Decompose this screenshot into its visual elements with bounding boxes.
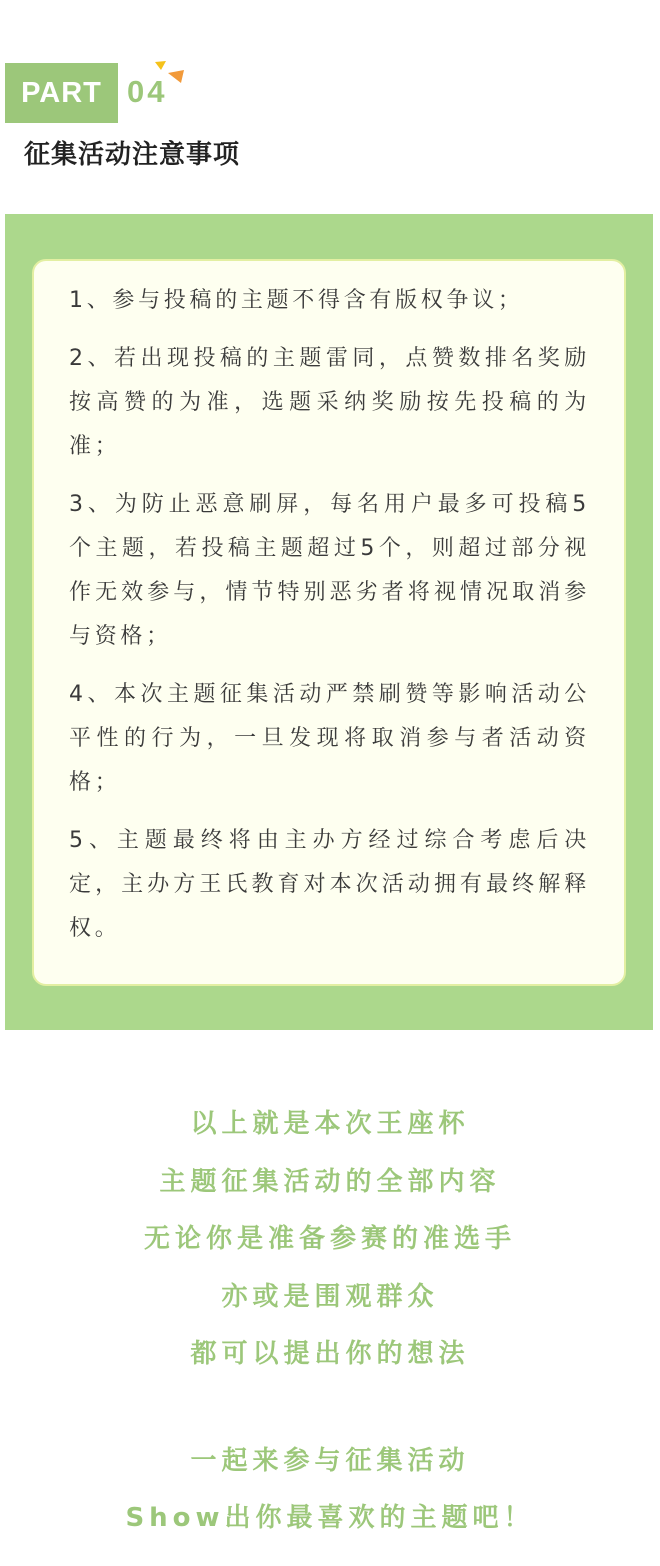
closing-line: 以上就是本次王座杯	[190, 1109, 470, 1139]
note-item-3: 3、为防止恶意刷屏，每名用户最多可投稿5个主题，若投稿主题超过5个，则超过部分视作无效参与，情节特别恶劣者将视情况取消参与资格；	[69, 492, 590, 649]
note-item-1: 1、参与投稿的主题不得含有版权争议；	[69, 288, 524, 313]
part-number: 04	[127, 74, 168, 109]
closing-line: 一起来参与征集活动	[190, 1445, 470, 1476]
note-item-2: 2、若出现投稿的主题雷同，点赞数排名奖励按高赞的为准，选题采纳奖励按先投稿的为准；	[69, 346, 590, 459]
section-title: 征集活动注意事项	[24, 140, 241, 170]
closing-line: 亦或是围观群众	[221, 1281, 439, 1312]
note-item-5: 5、主题最终将由主办方经过综合考虑后决定，主办方王氏教育对本次活动拥有最终解释权。	[69, 828, 590, 941]
closing-line: 主题征集活动的全部内容	[159, 1166, 501, 1197]
closing-message	[0, 1096, 660, 1548]
part-label: PART	[5, 63, 118, 123]
decorative-triangles-icon	[155, 58, 189, 88]
closing-line: 都可以提出你的想法	[190, 1339, 470, 1369]
closing-line: Show出你最喜欢的主题吧！	[125, 1503, 535, 1533]
notes-card	[32, 259, 626, 986]
closing-line: 无论你是准备参赛的准选手	[143, 1224, 516, 1254]
note-item-4: 4、本次主题征集活动严禁刷赞等影响活动公平性的行为，一旦发现将取消参与者活动资格；	[69, 682, 590, 795]
notes-panel	[5, 214, 653, 1030]
